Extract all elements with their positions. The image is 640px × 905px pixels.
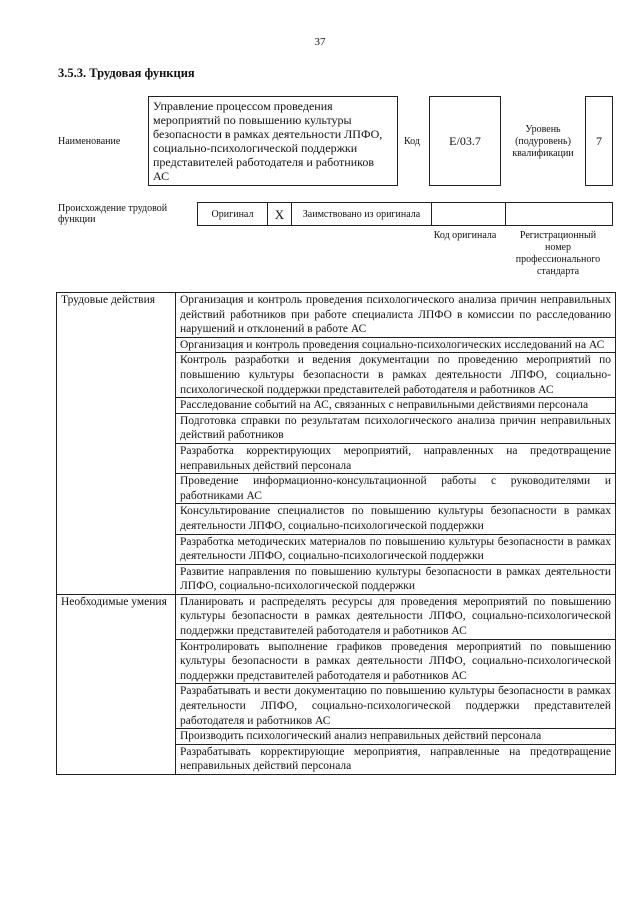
- function-name-box: Управление процессом проведения мероприятий по повышению культуры безопасности в рамках деятельности ЛПФО, социально-психологической поддержки представителей работодателя и работников АС: [148, 96, 398, 186]
- original-mark: X: [268, 203, 292, 225]
- reg-number-cell: [506, 203, 612, 225]
- labor-action-item: Разработка корректирующих мероприятий, направленных на предотвращение неправильных действий персонала: [176, 443, 616, 473]
- level-label: Уровень (подуровень) квалификации: [512, 124, 574, 159]
- table-row: [57, 293, 616, 338]
- labor-actions-header: Трудовые действия: [57, 293, 176, 595]
- labor-action-item: Проведение информационно-консультационной работы с руководителями и работниками АС: [176, 474, 616, 504]
- function-table: [56, 292, 616, 775]
- labor-action-item: Развитие направления по повышению культуры безопасности в рамках деятельности ЛПФО, социально-психологической поддержки: [176, 564, 616, 594]
- origin-label: Происхождение трудовой функции: [58, 203, 168, 225]
- labor-action-item: Подготовка справки по результатам психологического анализа причин неправильных действий работников: [176, 413, 616, 443]
- skill-item: Производить психологический анализ неправильных действий персонала: [176, 729, 616, 745]
- origin-table: [197, 202, 613, 226]
- labor-action-item: Организация и контроль проведения социально-психологических исследований на АС: [176, 337, 616, 353]
- skill-item: Планировать и распределять ресурсы для проведения мероприятий по повышению культуры безопасности в рамках деятельности ЛПФО, социально-психологической поддержки представителей работодателя и работников АС: [176, 594, 616, 639]
- labor-action-item: Расследование событий на АС, связанных с неправильными действиями персонала: [176, 398, 616, 414]
- labor-action-item: Разработка методических материалов по повышению культуры безопасности в рамках деятельности ЛПФО, социально-психологической поддержки: [176, 534, 616, 564]
- labor-action-item: Консультирование специалистов по повышению культуры безопасности в рамках деятельности ЛПФО, социально-психологической поддержки: [176, 504, 616, 534]
- level-box: 7: [585, 96, 613, 186]
- original-cell: Оригинал: [198, 203, 268, 225]
- skills-header: Необходимые умения: [57, 594, 176, 774]
- skill-item: Разрабатывать и вести документацию по повышению культуры безопасности в рамках деятельности ЛПФО, социально-психологической поддержки представителей работодателя и работников АС: [176, 684, 616, 729]
- reg-number-caption: Регистрационный номер профессионального стандарта: [515, 230, 601, 277]
- page-number: 37: [314, 36, 326, 48]
- skill-item: Разрабатывать корректирующие мероприятия, направленные на предотвращение неправильных действий персонала: [176, 744, 616, 774]
- code-label: Код: [404, 136, 420, 147]
- name-label: Наименование: [58, 136, 121, 147]
- labor-action-item: Контроль разработки и ведения документации по проведению мероприятий по повышению культуры безопасности в рамках деятельности ЛПФО, социально-психологической поддержки представителей работодателя и работников АС: [176, 353, 616, 398]
- table-row: [57, 594, 616, 639]
- skill-item: Контролировать выполнение графиков проведения мероприятий по повышению культуры безопасности в рамках деятельности ЛПФО, социально-психологической поддержки представителей работодателя и работников АС: [176, 639, 616, 684]
- borrowed-cell: Заимствовано из оригинала: [292, 203, 432, 225]
- origin-code-cell: [432, 203, 506, 225]
- code-box: E/03.7: [429, 96, 501, 186]
- labor-action-item: Организация и контроль проведения психологического анализа причин неправильных действий работников при работе специалиста ЛПФО в комиссии по расследованию нарушений и отклонений в работе АС: [176, 293, 616, 338]
- code-original-caption: Код оригинала: [433, 230, 497, 241]
- section-title: 3.5.3. Трудовая функция: [58, 66, 195, 80]
